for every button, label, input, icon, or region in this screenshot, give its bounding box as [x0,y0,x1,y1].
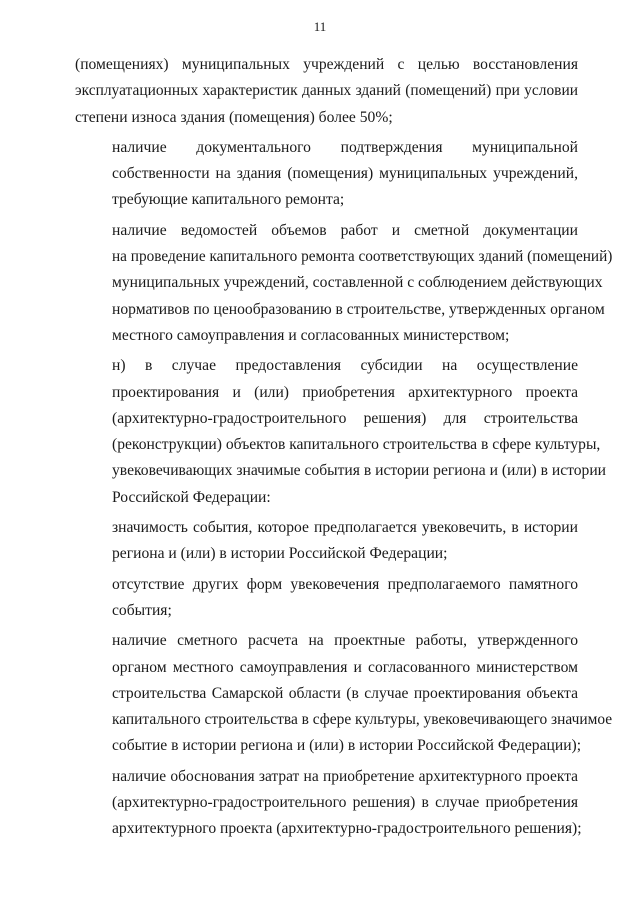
text-line: строительства Самарской области (в случае проектирования объекта [112,684,578,702]
text-line: степени износа здания (помещения) более 50%; [75,108,393,126]
text-line: увековечивающих значимые события в истории региона и (или) в истории [112,462,607,480]
text-line: события; [112,601,172,619]
text-line: (реконструкции) объектов капитального строительства в сфере культуры, [112,436,601,454]
page-number: 11 [313,19,327,34]
text-line: капитального строительства в сфере культуры, увековечивающего значимое [112,711,613,729]
paragraph-cost-justification [75,764,582,843]
text-line: проектирования и (или) приобретения архитектурного проекта [112,383,578,401]
text-line: Российской Федерации: [112,488,271,506]
text-line: (архитектурно-градостроительного решения) в случае приобретения [112,794,578,812]
text-line: (архитектурно-градостроительного решения) для строительства [112,409,578,427]
text-line: на проведение капитального ремонта соответствующих зданий (помещений) [112,248,613,266]
text-line: наличие ведомостей объемов работ и сметной документации [112,221,578,239]
paragraph-no-other-forms [75,572,578,625]
text-line: отсутствие других форм увековечения предполагаемого памятного [112,575,578,593]
paragraph-estimates [75,218,613,349]
text-line: наличие документального подтверждения муниципальной [112,138,578,156]
text-line: требующие капитального ремонта; [112,191,345,209]
paragraph-significance [75,515,578,568]
text-line: органом местного самоуправления и согласованного министерством [112,658,578,676]
text-line: наличие сметного расчета на проектные работы, утвержденного [112,632,578,650]
text-line: значимость события, которое предполагается увековечить, в истории [112,519,578,537]
paragraph-item-n [75,353,607,511]
text-line: нормативов по ценообразованию в строительстве, утвержденных органом [112,300,605,318]
document-body [75,52,613,843]
text-line: муниципальных учреждений, составленной с соблюдением действующих [112,274,603,292]
text-line: н) в случае предоставления субсидии на осуществление [112,357,578,375]
text-line: местного самоуправления и согласованных министерством; [112,326,510,344]
text-line: собственности на здания (помещения) муниципальных учреждений, [112,165,578,183]
text-line: архитектурного проекта (архитектурно-градостроительного решения); [112,820,582,838]
text-line: региона и (или) в истории Российской Федерации; [112,545,448,563]
text-line: наличие обоснования затрат на приобретение архитектурного проекта [112,767,578,785]
paragraph-continuation [75,52,578,131]
text-line: (помещениях) муниципальных учреждений с целью восстановления [75,56,578,73]
paragraph-ownership [75,135,578,214]
paragraph-design-estimate [75,628,613,759]
text-line: эксплуатационных характеристик данных зданий (помещений) при условии [75,82,578,100]
text-line: событие в истории региона и (или) в истории Российской Федерации); [112,737,582,755]
